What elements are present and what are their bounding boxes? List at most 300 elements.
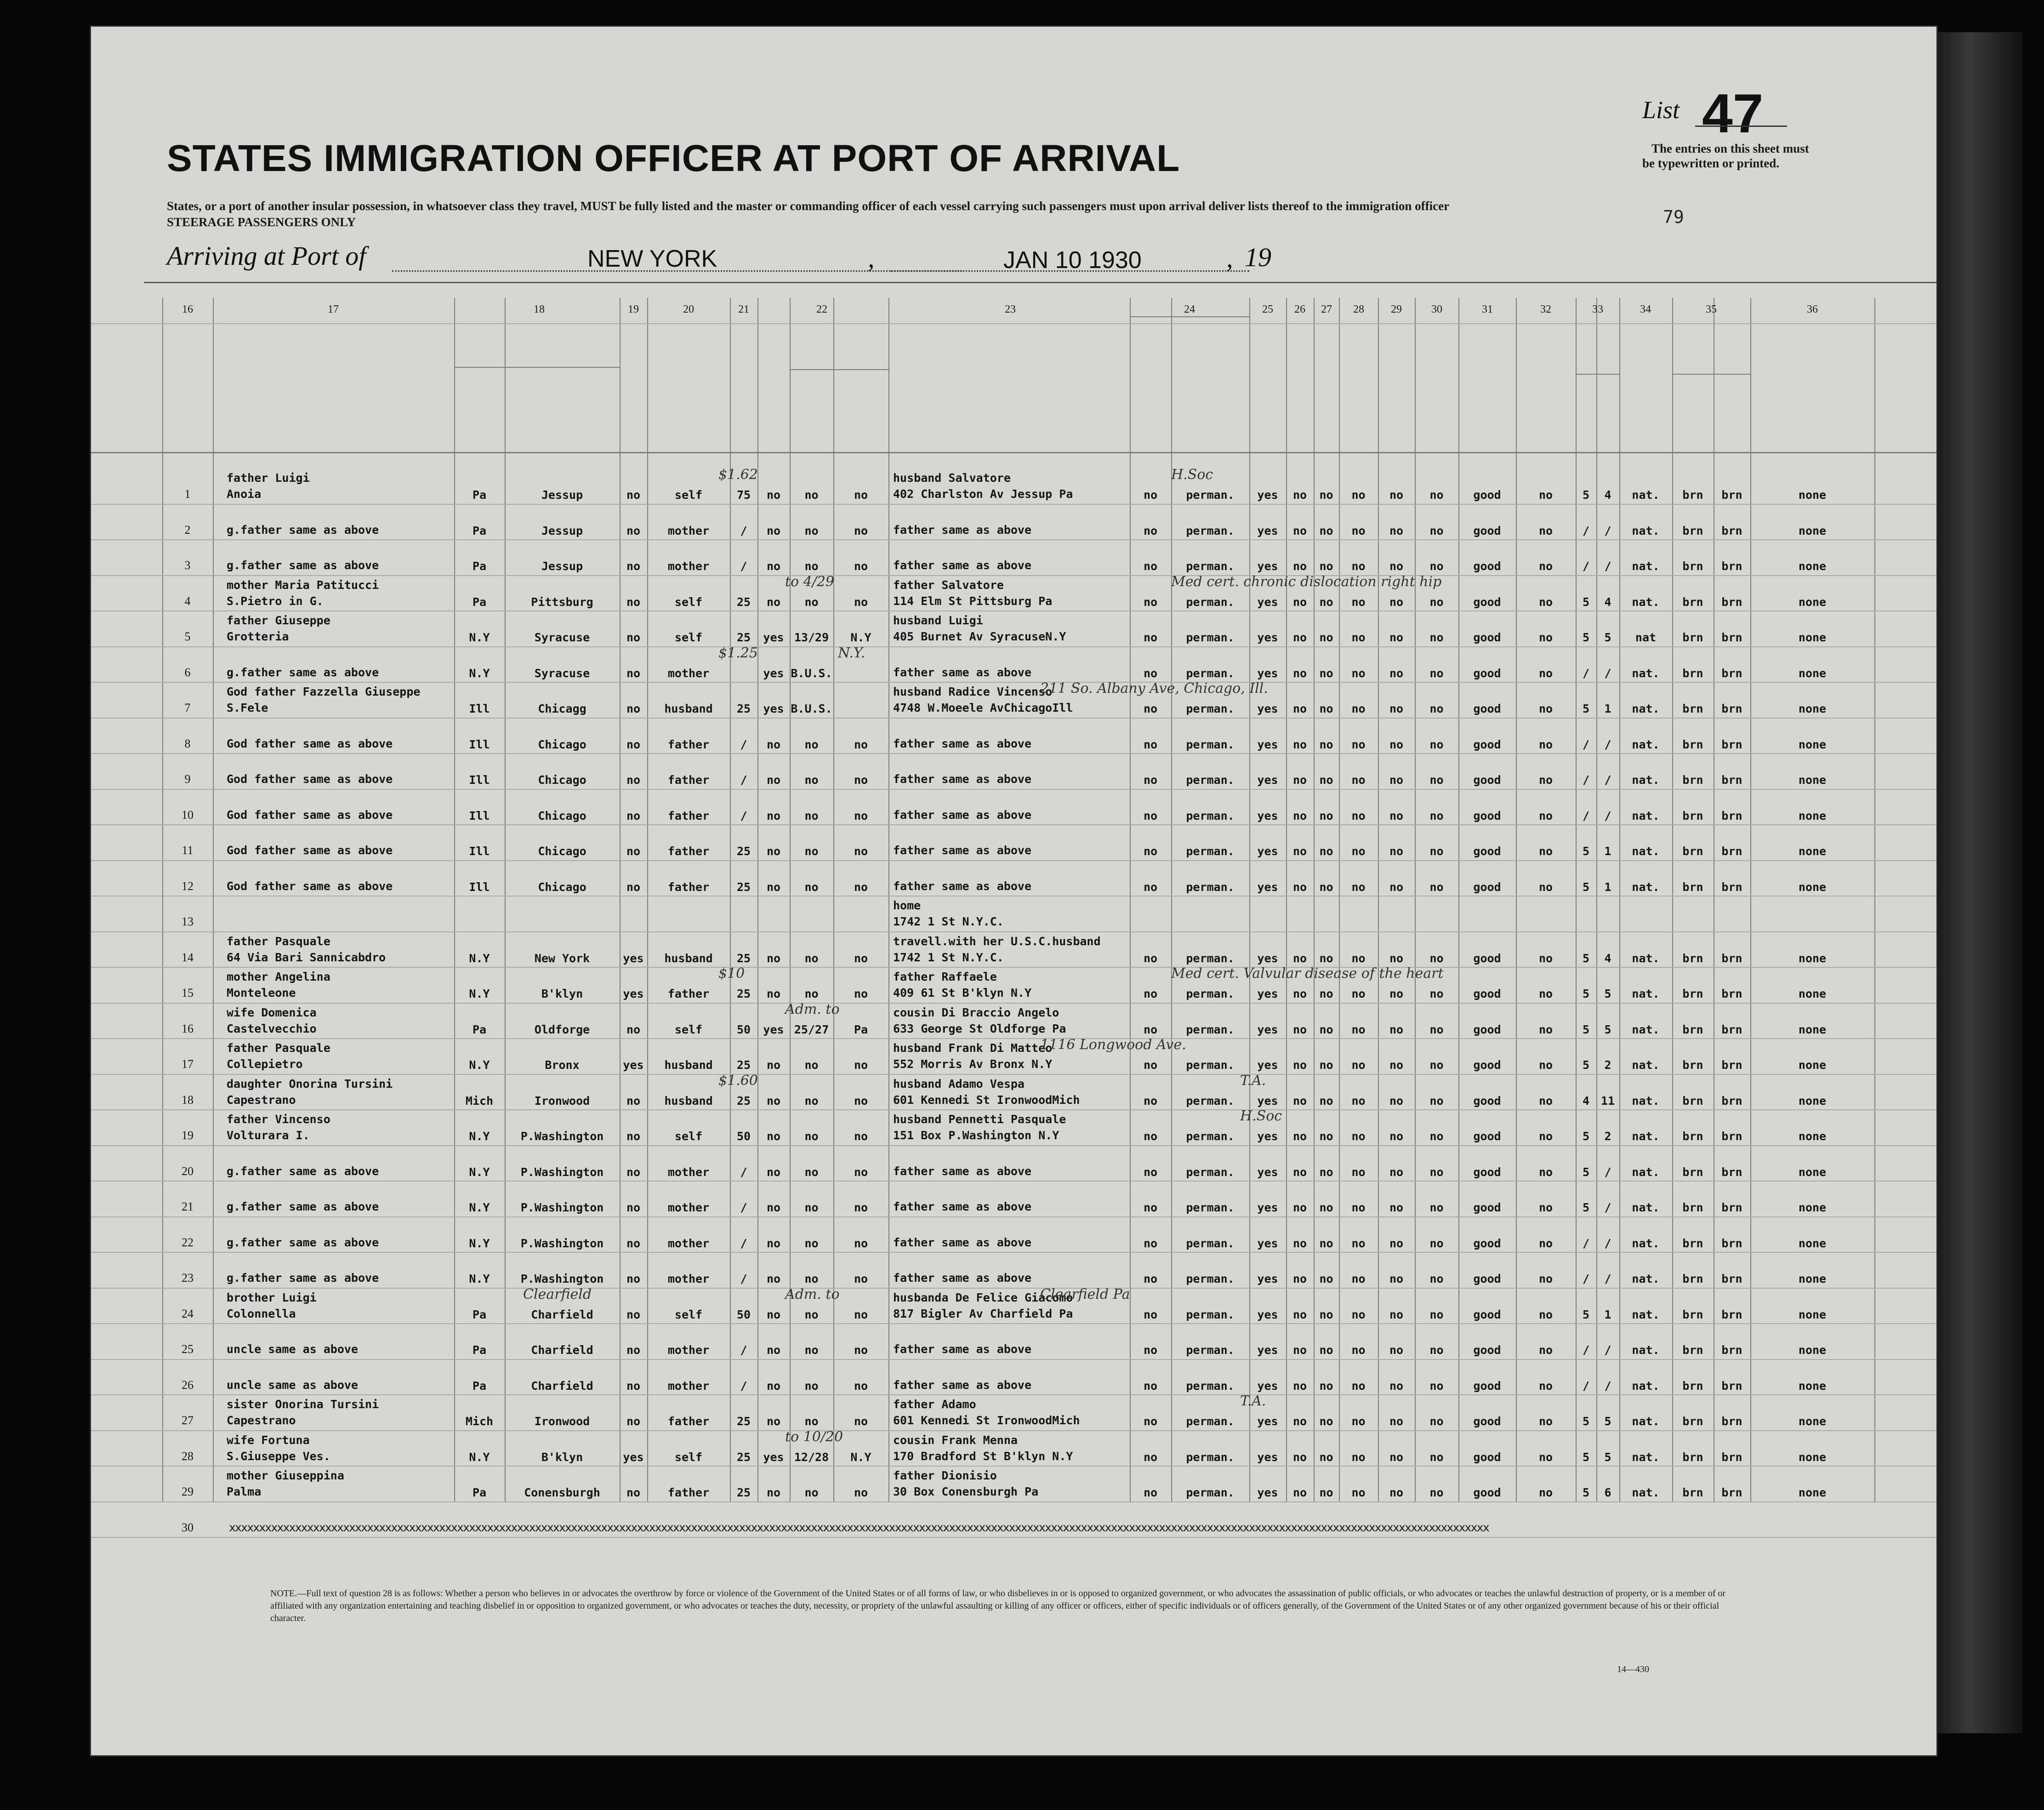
dest-city: B'klyn	[541, 1450, 583, 1464]
passage-paid-by: mother	[667, 1272, 710, 1285]
join-line-2: 30 Box Conensburgh Pa	[893, 1485, 1039, 1498]
col-28: no	[1351, 595, 1366, 609]
ticket: no	[626, 488, 641, 502]
row-number: 14	[182, 950, 194, 964]
prison: yes	[1257, 1415, 1278, 1428]
col-29: no	[1389, 666, 1404, 680]
prison: yes	[1257, 631, 1278, 644]
eye-color: brn	[1721, 1022, 1742, 1036]
join-line-2: father same as above	[893, 1271, 1032, 1285]
col-30: no	[1429, 1343, 1444, 1357]
header-rule	[144, 282, 1936, 283]
money: 50	[736, 1130, 751, 1143]
deformed: no	[1538, 1486, 1553, 1499]
dest-city: Ironwood	[534, 1415, 590, 1428]
where-before: no	[854, 845, 868, 858]
purpose: no	[1143, 737, 1158, 751]
period: no	[804, 987, 819, 1000]
relative-line-1: sister Onorina Tursini	[227, 1398, 379, 1411]
col-29: no	[1389, 1415, 1404, 1428]
purpose: no	[1143, 524, 1158, 537]
eye-color: brn	[1721, 560, 1742, 573]
hair-color: brn	[1682, 1094, 1703, 1108]
health: good	[1473, 488, 1501, 502]
ticket: no	[626, 702, 641, 715]
relative-line-2: Capestrano	[227, 1093, 296, 1107]
table-row	[91, 1072, 1884, 1111]
col-28: no	[1351, 1415, 1366, 1428]
complexion: nat.	[1632, 560, 1660, 573]
relative-line-1: mother Giuseppina	[227, 1469, 344, 1482]
period: no	[804, 1379, 819, 1393]
passage-paid-by: self	[674, 1022, 703, 1036]
col-28: no	[1351, 1058, 1366, 1072]
length-of-stay: perman.	[1186, 1201, 1235, 1214]
table-row	[91, 540, 1884, 576]
col-28: no	[1351, 737, 1366, 751]
eye-color: brn	[1721, 1201, 1742, 1214]
relative-line-2: God father same as above	[227, 737, 393, 750]
polygamist: no	[1292, 845, 1307, 858]
period: no	[804, 1094, 819, 1108]
period: no	[804, 1415, 819, 1428]
height-feet: 5	[1582, 1450, 1590, 1464]
relative-line-1: wife Fortuna	[227, 1433, 310, 1447]
eye-color: brn	[1721, 1272, 1742, 1285]
hair-color: brn	[1682, 1486, 1703, 1499]
steerage-note: STEERAGE PASSENGERS ONLY	[167, 215, 356, 229]
col-29: no	[1389, 845, 1404, 858]
ticket: no	[626, 1308, 641, 1321]
subheader-rule	[1672, 374, 1750, 375]
been-before: no	[766, 1272, 781, 1285]
col-30: no	[1429, 737, 1444, 751]
ticket: no	[626, 1415, 641, 1428]
join-line-2: father same as above	[893, 879, 1032, 893]
purpose: no	[1143, 880, 1158, 894]
dest-city: Charfield	[531, 1379, 593, 1393]
relative-line-2: g.father same as above	[227, 665, 379, 679]
period: no	[804, 1308, 819, 1321]
deformed: no	[1538, 845, 1553, 858]
height-feet: 5	[1582, 1130, 1590, 1143]
col-30: no	[1429, 1094, 1444, 1108]
join-line-1: father Salvatore	[893, 578, 1004, 592]
manifest-table	[91, 298, 1936, 1560]
prison: yes	[1257, 1308, 1278, 1321]
column-number: 34	[1640, 303, 1651, 315]
height-inches: /	[1604, 809, 1611, 822]
join-line-2: 409 61 St B'klyn N.Y	[893, 986, 1032, 999]
relative-line-2: God father same as above	[227, 844, 393, 857]
relative-line-2: g.father same as above	[227, 1235, 379, 1249]
col-30: no	[1429, 809, 1444, 822]
health: good	[1473, 1165, 1501, 1179]
row-number: 7	[184, 701, 191, 714]
deformed: no	[1538, 1379, 1553, 1393]
height-feet: /	[1582, 524, 1590, 537]
col-28: no	[1351, 1236, 1366, 1250]
prison: yes	[1257, 737, 1278, 751]
deformed: no	[1538, 880, 1553, 894]
deformed: no	[1538, 951, 1553, 965]
dest-city: Syracuse	[534, 666, 590, 680]
height-inches: /	[1604, 1236, 1611, 1250]
col-29: no	[1389, 1058, 1404, 1072]
row-number: 15	[182, 986, 194, 999]
col-30: no	[1429, 951, 1444, 965]
marks: none	[1798, 1058, 1827, 1072]
been-before: no	[766, 1415, 781, 1428]
col-29: no	[1389, 631, 1404, 644]
length-of-stay: perman.	[1186, 1486, 1235, 1499]
dest-city: Chicagg	[538, 702, 586, 715]
row-number: 22	[182, 1235, 194, 1249]
been-before: no	[766, 1343, 781, 1357]
been-before: no	[766, 987, 781, 1000]
join-line-2: 552 Morris Av Bronx N.Y	[893, 1057, 1053, 1071]
hair-color: brn	[1682, 1165, 1703, 1179]
polygamist: no	[1292, 524, 1307, 537]
period: no	[804, 1343, 819, 1357]
money: 25	[736, 987, 751, 1000]
period: no	[804, 524, 819, 537]
col-28: no	[1351, 1450, 1366, 1464]
join-line-2: father same as above	[893, 523, 1032, 537]
where-before: no	[854, 809, 868, 822]
table-row	[91, 683, 1884, 719]
row-number: 3	[184, 559, 191, 572]
col-30: no	[1429, 524, 1444, 537]
relative-line-2: g.father same as above	[227, 559, 379, 572]
health: good	[1473, 1094, 1501, 1108]
been-before: yes	[763, 1022, 784, 1036]
handwritten-annotation: $1.62	[718, 467, 758, 483]
height-inches: 5	[1604, 631, 1611, 644]
hair-color: brn	[1682, 1236, 1703, 1250]
deformed: no	[1538, 809, 1553, 822]
relative-line-1: father Luigi	[227, 471, 310, 485]
dest-state: Pa	[472, 1308, 487, 1321]
length-of-stay: perman.	[1186, 1379, 1235, 1393]
dest-state: N.Y	[469, 631, 490, 644]
marks: none	[1798, 1130, 1827, 1143]
been-before: no	[766, 809, 781, 822]
where-before: no	[854, 880, 868, 894]
table-row	[91, 1004, 1884, 1039]
col-28: no	[1351, 488, 1366, 502]
col-28: no	[1351, 560, 1366, 573]
health: good	[1473, 1236, 1501, 1250]
length-of-stay: perman.	[1186, 1236, 1235, 1250]
passage-paid-by: father	[667, 1486, 710, 1499]
height-inches: 5	[1604, 1415, 1611, 1428]
height-feet: 5	[1582, 1486, 1590, 1499]
handwritten-annotation: Clearfield	[523, 1286, 592, 1302]
height-feet: /	[1582, 773, 1590, 787]
relative-line-2: Castelvecchio	[227, 1022, 317, 1035]
col-28: no	[1351, 631, 1366, 644]
row-number: 19	[182, 1129, 194, 1142]
dest-city: Chicago	[538, 773, 586, 787]
col-30: no	[1429, 1165, 1444, 1179]
polygamist: no	[1292, 1130, 1307, 1143]
deformed: no	[1538, 1343, 1553, 1357]
purpose: no	[1143, 845, 1158, 858]
join-line-1: cousin Frank Menna	[893, 1433, 1018, 1447]
dest-state: N.Y	[469, 1272, 490, 1285]
eye-color: brn	[1721, 488, 1742, 502]
health: good	[1473, 1379, 1501, 1393]
complexion: nat.	[1632, 1022, 1660, 1036]
relative-line-2: Volturara I.	[227, 1129, 310, 1142]
height-feet: 5	[1582, 1308, 1590, 1321]
marks: none	[1798, 560, 1827, 573]
anarchist: no	[1319, 1201, 1333, 1214]
handwritten-annotation: 1116 Longwood Ave.	[1040, 1037, 1186, 1053]
marks: none	[1798, 1272, 1827, 1285]
col-29: no	[1389, 488, 1404, 502]
deformed: no	[1538, 1236, 1553, 1250]
been-before: no	[766, 560, 781, 573]
col-28: no	[1351, 773, 1366, 787]
handwritten-annotation: H.Soc	[1240, 1108, 1282, 1124]
where-before: no	[854, 951, 868, 965]
health: good	[1473, 1308, 1501, 1321]
hair-color: brn	[1682, 560, 1703, 573]
passage-paid-by: husband	[664, 702, 713, 715]
deformed: no	[1538, 1022, 1553, 1036]
dest-city: P.Washington	[520, 1236, 604, 1250]
height-inches: 5	[1604, 1022, 1611, 1036]
been-before: yes	[763, 1450, 784, 1464]
handwritten-annotation: $10	[718, 965, 745, 982]
join-line-2: 405 Burnet Av SyracuseN.Y	[893, 630, 1066, 643]
money: 25	[736, 951, 751, 965]
hair-color: brn	[1682, 1201, 1703, 1214]
purpose: no	[1143, 809, 1158, 822]
where-before: no	[854, 1379, 868, 1393]
been-before: no	[766, 737, 781, 751]
period: no	[804, 1165, 819, 1179]
col-30: no	[1429, 987, 1444, 1000]
height-inches: /	[1604, 524, 1611, 537]
passage-paid-by: father	[667, 1415, 710, 1428]
health: good	[1473, 880, 1501, 894]
col-29: no	[1389, 1201, 1404, 1214]
eye-color: brn	[1721, 666, 1742, 680]
complexion: nat.	[1632, 987, 1660, 1000]
polygamist: no	[1292, 1058, 1307, 1072]
height-feet: 5	[1582, 1058, 1590, 1072]
date-comma: ,	[1226, 243, 1233, 273]
join-line-2: 402 Charlston Av Jessup Pa	[893, 487, 1073, 501]
money: /	[740, 1272, 747, 1285]
dest-city: Charfield	[531, 1343, 593, 1357]
hair-color: brn	[1682, 951, 1703, 965]
eye-color: brn	[1721, 1486, 1742, 1499]
height-feet: /	[1582, 1272, 1590, 1285]
join-line-2: father same as above	[893, 559, 1032, 572]
dest-state: N.Y	[469, 1236, 490, 1250]
relative-line-2: Capestrano	[227, 1414, 296, 1427]
deformed: no	[1538, 1058, 1553, 1072]
polygamist: no	[1292, 951, 1307, 965]
col-30: no	[1429, 488, 1444, 502]
anarchist: no	[1319, 560, 1333, 573]
join-line-2: father same as above	[893, 844, 1032, 857]
polygamist: no	[1292, 1379, 1307, 1393]
marks: none	[1798, 880, 1827, 894]
dest-city: Jessup	[541, 560, 583, 573]
passage-paid-by: self	[674, 488, 703, 502]
relative-line-2: g.father same as above	[227, 523, 379, 537]
complexion: nat.	[1632, 1415, 1660, 1428]
complexion: nat.	[1632, 1308, 1660, 1321]
height-inches: /	[1604, 666, 1611, 680]
dest-city: P.Washington	[520, 1201, 604, 1214]
table-row	[91, 1324, 1884, 1360]
relative-line-1: God father Fazzella Giuseppe	[227, 685, 421, 698]
marks: none	[1798, 1379, 1827, 1393]
hair-color: brn	[1682, 488, 1703, 502]
length-of-stay: perman.	[1186, 1308, 1235, 1321]
col-30: no	[1429, 1308, 1444, 1321]
dest-city: B'klyn	[541, 987, 583, 1000]
anarchist: no	[1319, 488, 1333, 502]
height-inches: /	[1604, 773, 1611, 787]
money: 50	[736, 1308, 751, 1321]
eye-color: brn	[1721, 1094, 1742, 1108]
money: /	[740, 1165, 747, 1179]
hair-color: brn	[1682, 1130, 1703, 1143]
column-number: 25	[1262, 303, 1273, 315]
period: B.U.S.	[791, 702, 832, 715]
been-before: no	[766, 845, 781, 858]
length-of-stay: perman.	[1186, 1343, 1235, 1357]
marks: none	[1798, 1236, 1827, 1250]
join-line-1: husbanda De Felice Giacomo	[893, 1290, 1073, 1304]
table-row	[91, 932, 1884, 968]
col-29: no	[1389, 1450, 1404, 1464]
ticket: no	[626, 1022, 641, 1036]
hair-color: brn	[1682, 666, 1703, 680]
row-number: 23	[182, 1271, 194, 1285]
dest-state: N.Y	[469, 1130, 490, 1143]
column-number: 32	[1540, 303, 1551, 315]
complexion: nat.	[1632, 1130, 1660, 1143]
height-feet: /	[1582, 737, 1590, 751]
anarchist: no	[1319, 987, 1333, 1000]
height-inches: 2	[1604, 1058, 1611, 1072]
row-number: 29	[182, 1485, 194, 1498]
prison: yes	[1257, 773, 1278, 787]
health: good	[1473, 951, 1501, 965]
money: /	[740, 737, 747, 751]
table-row	[91, 968, 1884, 1004]
prison: yes	[1257, 666, 1278, 680]
prison: yes	[1257, 1058, 1278, 1072]
col-28: no	[1351, 845, 1366, 858]
footnote-question-28: NOTE.—Full text of question 28 is as follows: Whether a person who believes in or advocates the overthrow by force or violence of the Government of the United States or of all forms of law, or who disbelieves in or is opposed to organized government, or who advocates the assassination of public officials, or who advocates or teaches the unlawful destruction of property, or is a member of or affiliated with any organization entertaining and teaching disbelief in or opposition to organized government, or who advocates or teaches the duty, necessity, or propriety of the unlawful assaulting or killing of any officer or officers, either of specific individuals or of officers generally, of the Government of the United States or of any other organized government because of his or their official character.	[270, 1588, 1726, 1623]
col-29: no	[1389, 809, 1404, 822]
row-number: 11	[182, 844, 194, 857]
col-28: no	[1351, 1022, 1366, 1036]
table-row	[91, 825, 1884, 861]
dest-state: Pa	[472, 560, 487, 573]
table-row	[91, 573, 1884, 612]
where-before: no	[854, 1165, 868, 1179]
polygamist: no	[1292, 1450, 1307, 1464]
col-30: no	[1429, 1415, 1444, 1428]
length-of-stay: perman.	[1186, 845, 1235, 858]
marks: none	[1798, 1486, 1827, 1499]
anarchist: no	[1319, 737, 1333, 751]
length-of-stay: perman.	[1186, 702, 1235, 715]
col-28: no	[1351, 1094, 1366, 1108]
eye-color: brn	[1721, 880, 1742, 894]
join-line-2: father same as above	[893, 1200, 1032, 1213]
relative-line-1: brother Luigi	[227, 1290, 317, 1304]
join-line-2: father same as above	[893, 808, 1032, 822]
length-of-stay: perman.	[1186, 666, 1235, 680]
where-before: no	[854, 773, 868, 787]
prison: yes	[1257, 880, 1278, 894]
anarchist: no	[1319, 1379, 1333, 1393]
deformed: no	[1538, 1308, 1553, 1321]
money: 25	[736, 1415, 751, 1428]
marks: none	[1798, 631, 1827, 644]
table-row	[91, 469, 1884, 505]
period: no	[804, 737, 819, 751]
where-before: Pa	[854, 1022, 868, 1036]
money: 25	[736, 1058, 751, 1072]
health: good	[1473, 987, 1501, 1000]
col-28: no	[1351, 702, 1366, 715]
relative-line-2: g.father same as above	[227, 1271, 379, 1285]
ticket: no	[626, 773, 641, 787]
passage-paid-by: husband	[664, 951, 713, 965]
height-feet: /	[1582, 1236, 1590, 1250]
col-28: no	[1351, 1130, 1366, 1143]
height-feet: 5	[1582, 631, 1590, 644]
relative-line-2: Colonnella	[227, 1307, 296, 1320]
polygamist: no	[1292, 773, 1307, 787]
money: 25	[736, 1450, 751, 1464]
dest-city: Jessup	[541, 524, 583, 537]
prison: yes	[1257, 1236, 1278, 1250]
join-line-2: father same as above	[893, 665, 1032, 679]
dest-city: Chicago	[538, 737, 586, 751]
column-number: 31	[1482, 303, 1493, 315]
join-line-1: father Adamo	[893, 1398, 976, 1411]
deformed: no	[1538, 595, 1553, 609]
table-row	[91, 1253, 1884, 1289]
row-number: 2	[184, 523, 191, 537]
arriving-label: Arriving at Port of	[167, 241, 366, 271]
complexion: nat.	[1632, 1236, 1660, 1250]
money: /	[740, 773, 747, 787]
money: /	[740, 809, 747, 822]
anarchist: no	[1319, 1236, 1333, 1250]
where-before: N.Y	[850, 1450, 871, 1464]
prison: yes	[1257, 1486, 1278, 1499]
marks: none	[1798, 1308, 1827, 1321]
polygamist: no	[1292, 809, 1307, 822]
eye-color: brn	[1721, 773, 1742, 787]
relative-line-2: uncle same as above	[227, 1378, 358, 1392]
where-before: no	[854, 987, 868, 1000]
